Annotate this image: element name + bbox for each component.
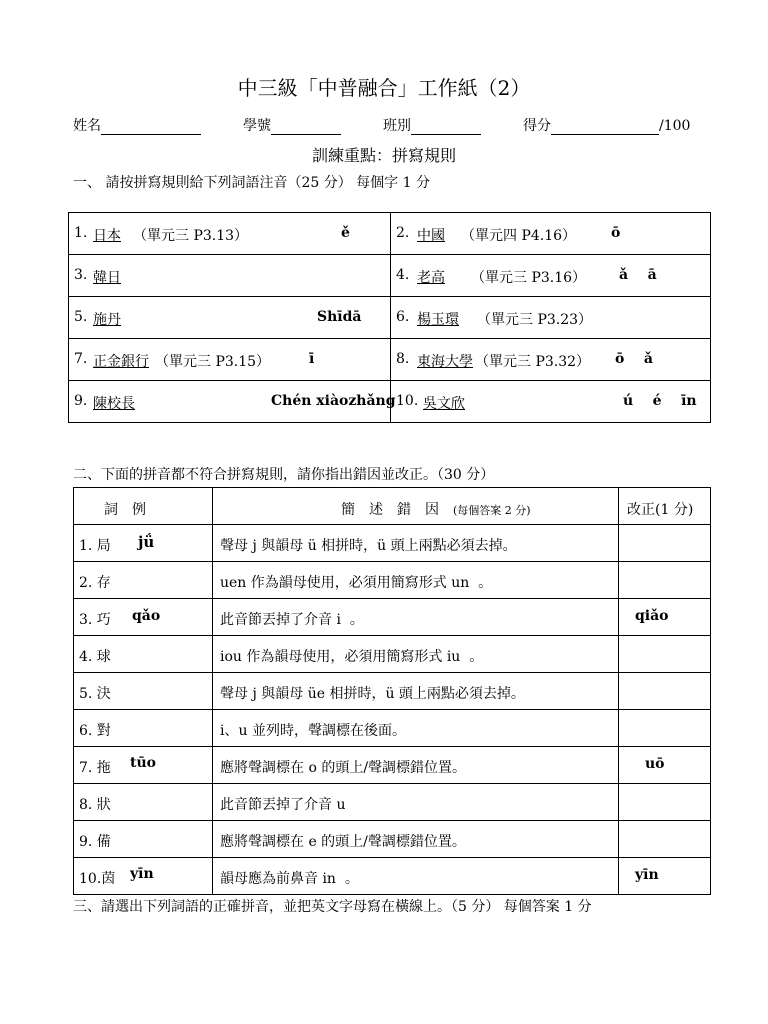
item-ref: （單元三 P3.23）: [477, 312, 593, 328]
item-hint: ī: [309, 351, 315, 367]
example-pinyin: yīn: [130, 866, 154, 882]
item-num: 6.: [396, 309, 410, 325]
score-total: /100: [659, 118, 691, 134]
item-cell: [391, 381, 711, 423]
item-num: 9.: [74, 393, 88, 409]
fix-cell: [619, 821, 711, 858]
item-num: 7.: [74, 351, 88, 367]
reason-cell: [213, 599, 619, 636]
header-example-label: 詞 例: [104, 502, 146, 518]
header-example: [74, 488, 213, 525]
reason-text: 聲母 j 與韻母 üe 相拼時，ü 頭上兩點必須去掉。: [220, 686, 525, 702]
section2-heading: 二、下面的拼音都不符合拼寫規則，請你指出錯因並改正。（30 分）: [73, 467, 495, 483]
item-cell: [69, 255, 391, 297]
table-row: [69, 339, 711, 381]
example-char: 10.茵: [79, 871, 116, 887]
example-cell: [74, 562, 213, 599]
table-row: [74, 673, 711, 710]
item-word: 陳校長: [93, 396, 135, 412]
item-num: 10.: [396, 393, 419, 409]
example-cell: [74, 747, 213, 784]
table-row: [74, 784, 711, 821]
item-word: 日本: [93, 228, 121, 244]
header-reason-note: (每個答案 2 分): [453, 504, 531, 517]
example-cell: [74, 784, 213, 821]
item-cell: [69, 339, 391, 381]
fix-cell: [619, 599, 711, 636]
item-cell: [391, 213, 711, 255]
item-ref: （單元三 P3.32）: [475, 354, 591, 370]
number-blank: [271, 120, 341, 135]
number-label: 學號: [243, 118, 271, 134]
table-row: [74, 636, 711, 673]
example-cell: [74, 710, 213, 747]
item-word: 老高: [417, 270, 445, 286]
item-cell: [69, 381, 396, 423]
fix-cell: [619, 525, 711, 562]
class-field: [383, 115, 481, 135]
item-word: 正金銀行: [93, 354, 149, 370]
header-reason-label: 簡 述 錯 因: [341, 502, 439, 518]
item-hint: Chén xiàozhǎng: [271, 393, 396, 409]
table-row: [69, 255, 711, 297]
fix-cell: [619, 562, 711, 599]
reason-cell: [213, 636, 619, 673]
score-blank: [551, 120, 659, 135]
item-word: 韓日: [93, 270, 121, 286]
item-cell: [391, 255, 711, 297]
example-char: 9. 備: [79, 834, 111, 850]
fix-text: uō: [645, 756, 665, 772]
item-hint: ú é īn: [623, 393, 697, 409]
reason-text: 應將聲調標在 e 的頭上/聲調標錯位置。: [220, 834, 466, 850]
training-focus: 訓練重點：拼寫規則: [311, 146, 456, 165]
section1-table: [68, 212, 711, 423]
section1-heading: 一、 請按拼寫規則給下列詞語注音（25 分） 每個字 1 分: [73, 175, 430, 191]
fix-cell: [619, 636, 711, 673]
example-cell: [74, 636, 213, 673]
item-hint: ě: [341, 225, 350, 241]
table-row: [74, 562, 711, 599]
section2-table: [73, 487, 711, 895]
example-cell: [74, 673, 213, 710]
reason-text: 聲母 j 與韻母 ü 相拼時，ü 頭上兩點必須去掉。: [220, 538, 517, 554]
item-num: 5.: [74, 309, 88, 325]
table-row: [74, 525, 711, 562]
fix-text: yīn: [635, 867, 659, 883]
header-fix-label: 改正(1 分): [627, 502, 694, 518]
reason-text: iou 作為韻母使用，必須用簡寫形式 iu 。: [220, 649, 484, 665]
item-word: 施丹: [93, 312, 121, 328]
example-char: 5. 決: [79, 686, 111, 702]
name-label: 姓名: [73, 118, 101, 134]
reason-cell: [213, 673, 619, 710]
example-char: 3. 巧: [79, 612, 111, 628]
item-cell: [391, 297, 711, 339]
fix-cell: [619, 858, 711, 895]
reason-text: 此音節丟掉了介音 i 。: [220, 612, 364, 628]
item-num: 4.: [396, 267, 410, 283]
fix-cell: [619, 747, 711, 784]
table-row: [74, 858, 711, 895]
page-title: 中三級「中普融合」工作紙（2）: [237, 76, 531, 100]
name-blank: [101, 120, 201, 135]
item-hint: ō ǎ: [615, 351, 653, 367]
example-pinyin: qǎo: [132, 608, 161, 624]
item-num: 8.: [396, 351, 410, 367]
example-char: 7. 拖: [79, 760, 111, 776]
item-num: 1.: [74, 225, 88, 241]
item-cell: [69, 213, 391, 255]
item-num: 2.: [396, 225, 410, 241]
class-label: 班別: [383, 118, 411, 134]
example-cell: [74, 525, 213, 562]
example-cell: [74, 599, 213, 636]
item-num: 3.: [74, 267, 88, 283]
reason-cell: [213, 525, 619, 562]
fix-cell: [619, 673, 711, 710]
table-row: [74, 821, 711, 858]
item-word: 楊玉環: [417, 312, 459, 328]
reason-cell: [213, 710, 619, 747]
example-char: 8. 狀: [79, 797, 111, 813]
section3-heading: 三、請選出下列詞語的正確拼音，並把英文字母寫在橫線上。（5 分） 每個答案 1 分: [73, 899, 592, 915]
reason-text: 此音節丟掉了介音 u: [220, 797, 346, 813]
example-char: 1. 局: [79, 538, 111, 554]
reason-cell: [213, 784, 619, 821]
example-pinyin: jǘ: [138, 533, 155, 551]
reason-cell: [213, 858, 619, 895]
score-field: [523, 115, 690, 135]
item-word: 東海大學: [417, 354, 473, 370]
header-reason: [213, 488, 619, 525]
table-row: [69, 381, 711, 423]
example-cell: [74, 858, 213, 895]
table-row: [74, 599, 711, 636]
item-hint: ō: [611, 225, 621, 241]
name-field: [73, 115, 201, 135]
item-hint: ǎ ā: [619, 267, 657, 283]
item-word: 吳文欣: [423, 396, 465, 412]
table-row: [74, 747, 711, 784]
reason-text: 韻母應為前鼻音 in 。: [220, 871, 359, 887]
example-char: 2. 存: [79, 575, 111, 591]
example-cell: [74, 821, 213, 858]
item-ref: （單元四 P4.16）: [461, 228, 577, 244]
score-label: 得分: [523, 118, 551, 134]
example-char: 6. 對: [79, 723, 111, 739]
class-blank: [411, 120, 481, 135]
reason-cell: [213, 821, 619, 858]
table-row: [74, 710, 711, 747]
item-ref: （單元三 P3.15）: [155, 354, 271, 370]
reason-text: 應將聲調標在 o 的頭上/聲調標錯位置。: [220, 760, 467, 776]
table-header-row: [74, 488, 711, 525]
item-cell: [391, 339, 711, 381]
table-row: [69, 297, 711, 339]
fix-cell: [619, 710, 711, 747]
table-row: [69, 213, 711, 255]
item-word: 中國: [417, 228, 445, 244]
number-field: [243, 115, 341, 135]
header-fix: [619, 488, 711, 525]
reason-text: uen 作為韻母使用，必須用簡寫形式 un 。: [220, 575, 493, 591]
item-ref: （單元三 P3.16）: [471, 270, 587, 286]
example-char: 4. 球: [79, 649, 111, 665]
reason-cell: [213, 562, 619, 599]
fix-text: qiǎo: [635, 608, 669, 624]
fix-cell: [619, 784, 711, 821]
item-cell: [69, 297, 391, 339]
reason-cell: [213, 747, 619, 784]
item-hint: Shīdā: [317, 309, 362, 325]
reason-text: i、u 並列時，聲調標在後面。: [220, 723, 406, 739]
example-pinyin: tūo: [130, 755, 156, 771]
item-ref: （單元三 P3.13）: [133, 228, 249, 244]
